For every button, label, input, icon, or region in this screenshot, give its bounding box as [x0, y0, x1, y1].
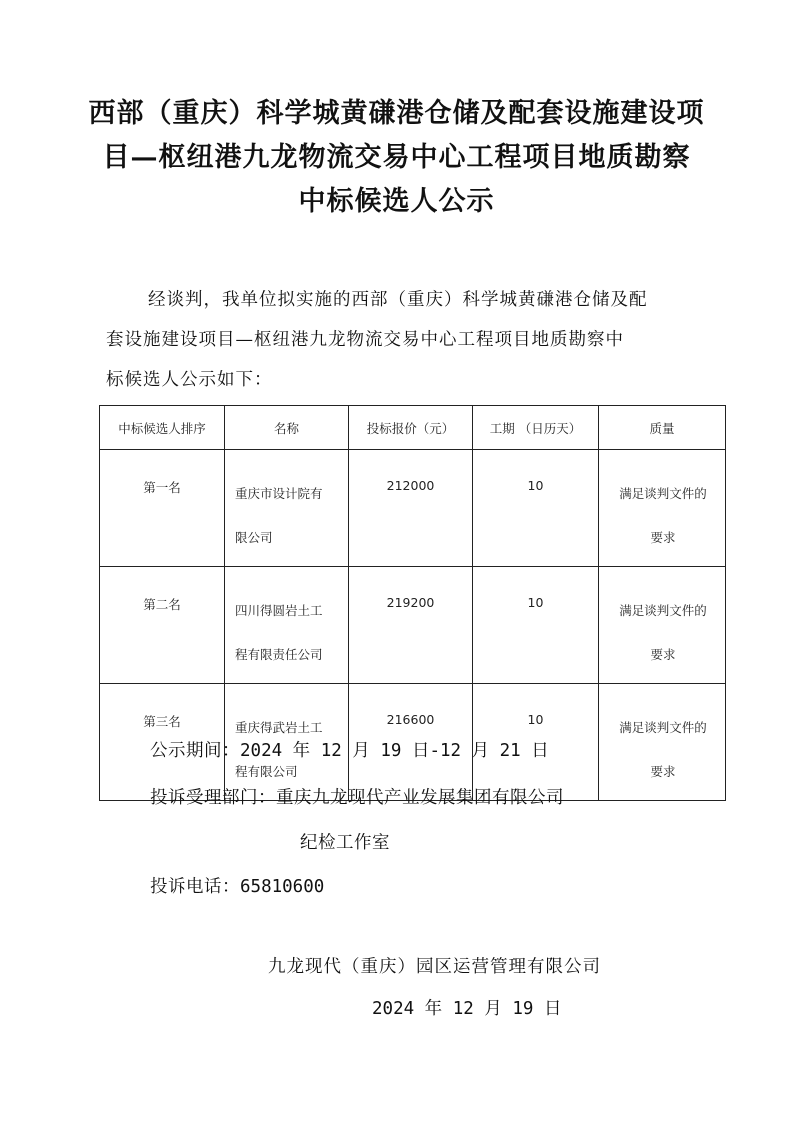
notice-period	[150, 737, 549, 762]
name-line: 重庆市设计院有	[235, 486, 323, 501]
header-name: 名称	[225, 406, 349, 450]
quality-line: 要求	[650, 764, 676, 779]
title-line-2: 目—枢纽港九龙物流交易中心工程项目地质勘察	[102, 142, 691, 173]
table-row	[100, 450, 726, 567]
intro-line-1: 经谈判，我单位拟实施的西部（重庆）科学城黄磏港仓储及配	[148, 290, 648, 310]
name-line: 重庆得武岩土工	[235, 720, 323, 735]
rank-cell: 第二名	[100, 567, 225, 684]
complaint-department	[150, 784, 564, 809]
name-line: 限公司	[235, 530, 273, 545]
complaint-phone	[150, 873, 324, 898]
price-cell: 219200	[349, 567, 473, 684]
quality-line: 要求	[650, 530, 676, 545]
quality-cell	[599, 684, 726, 801]
header-quality: 质量	[599, 406, 726, 450]
header-price: 投标报价（元）	[349, 406, 473, 450]
period-cell: 10	[473, 684, 599, 801]
notice-period-label: 公示期间：	[150, 741, 240, 761]
intro-paragraph	[106, 280, 716, 400]
name-cell	[225, 567, 349, 684]
intro-line-3: 标候选人公示如下：	[106, 370, 273, 390]
header-period: 工期 （日历天）	[473, 406, 599, 450]
quality-cell	[599, 450, 726, 567]
complaint-phone-label: 投诉电话：	[150, 877, 240, 897]
signature-date: 2024 年 12 月 19 日	[372, 999, 562, 1019]
title-line-1: 西部（重庆）科学城黄磏港仓储及配套设施建设项	[88, 98, 705, 129]
quality-line: 满足谈判文件的	[619, 486, 707, 501]
document-title	[70, 92, 723, 224]
name-line: 四川得圆岩土工	[235, 603, 323, 618]
signature-company: 九龙现代（重庆）园区运营管理有限公司	[268, 957, 601, 977]
name-cell	[225, 450, 349, 567]
intro-line-2: 套设施建设项目—枢纽港九龙物流交易中心工程项目地质勘察中	[106, 330, 624, 350]
period-cell: 10	[473, 450, 599, 567]
period-cell: 10	[473, 567, 599, 684]
name-line: 程有限公司	[235, 764, 298, 779]
quality-cell	[599, 567, 726, 684]
title-line-3: 中标候选人公示	[298, 186, 495, 217]
name-line: 程有限责任公司	[235, 647, 323, 662]
complaint-department-office: 纪检工作室	[300, 833, 390, 853]
price-cell: 212000	[349, 450, 473, 567]
table-row	[100, 567, 726, 684]
quality-line: 满足谈判文件的	[619, 603, 707, 618]
complaint-department-value: 重庆九龙现代产业发展集团有限公司	[276, 788, 564, 808]
complaint-department-label: 投诉受理部门：	[150, 788, 276, 808]
price-cell: 216600	[349, 684, 473, 801]
header-rank: 中标候选人排序	[100, 406, 225, 450]
notice-period-value: 2024 年 12 月 19 日-12 月 21 日	[240, 741, 549, 761]
rank-cell: 第一名	[100, 450, 225, 567]
quality-line: 要求	[650, 647, 676, 662]
rank-cell: 第三名	[100, 684, 225, 801]
quality-line: 满足谈判文件的	[619, 720, 707, 735]
table-header-row	[100, 406, 726, 450]
complaint-phone-value: 65810600	[240, 877, 325, 897]
